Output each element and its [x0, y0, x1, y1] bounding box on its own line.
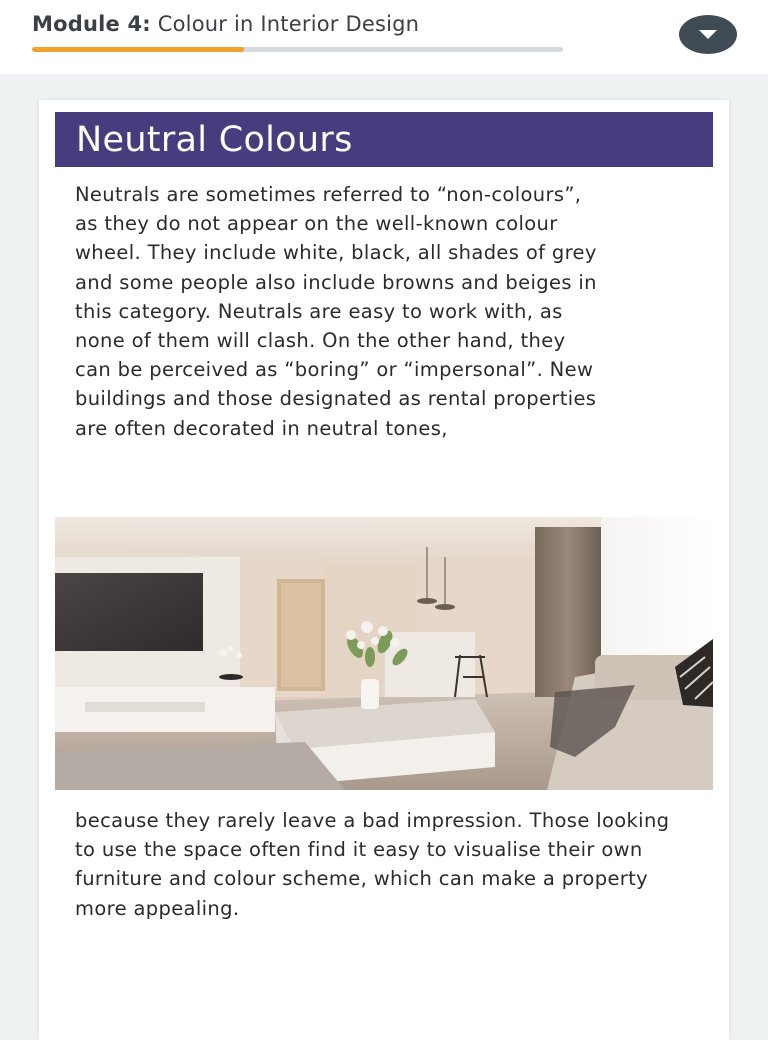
- chevron-down-icon: [698, 29, 718, 40]
- paragraph-2: because they rarely leave a bad impression. Those looking to use the space often find it easy to visualise their own furniture and colour scheme, which can make a property more appealing.: [75, 809, 670, 920]
- module-header: [0, 0, 768, 74]
- content-card: [39, 100, 729, 1040]
- paragraph-1: Neutrals are sometimes referred to “non-colours”, as they do not appear on the well-known colour wheel. They include white, black, all shades of grey and some people also include browns and beiges in this category. Neutrals are easy to work with, as none of them will clash. On the other hand, they can be perceived as “boring” or “impersonal”. New buildings and those designated as rental properties are often decorated in neutral tones,: [75, 183, 597, 440]
- module-progress-fill: [32, 47, 244, 52]
- module-title: [32, 12, 419, 36]
- living-room-photo: [55, 517, 713, 790]
- module-label: Module 4:: [32, 12, 151, 36]
- module-progress-bar: [32, 47, 563, 52]
- module-name: Colour in Interior Design: [157, 12, 420, 36]
- section-title-banner: [55, 112, 713, 167]
- section-title: Neutral Colours: [76, 120, 353, 160]
- module-menu-dropdown-button[interactable]: [679, 15, 737, 54]
